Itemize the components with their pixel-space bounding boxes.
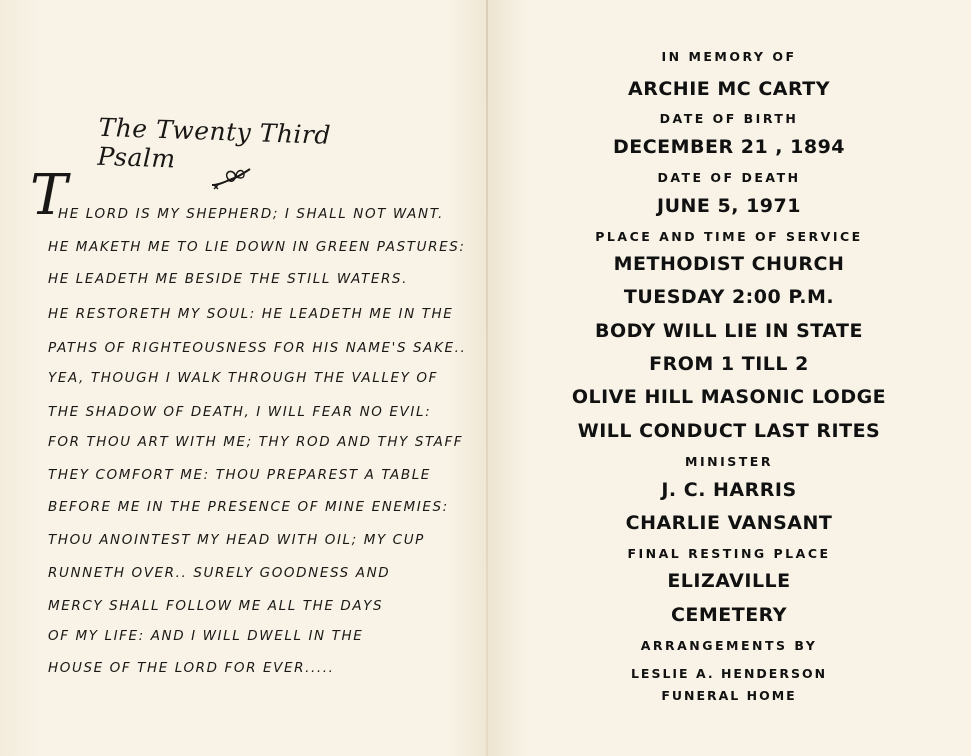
deceased-name: ARCHIE MC CARTY: [628, 78, 830, 100]
service-time: TUESDAY 2:00 P.M.: [623, 286, 835, 308]
psalm-title: The Twenty Third Psalm: [97, 112, 332, 174]
resting-place: ELIZAVILLE: [667, 570, 791, 592]
psalm-line: THE SHADOW OF DEATH, I WILL FEAR NO EVIL:: [48, 404, 432, 420]
date-of-birth: DECEMBER 21 , 1894: [612, 136, 846, 158]
last-rites: WILL CONDUCT LAST RITES: [577, 420, 881, 442]
psalm-line: HE LORD IS MY SHEPHERD; I SHALL NOT WANT.: [58, 206, 444, 222]
date-of-death: JUNE 5, 1971: [657, 195, 801, 217]
funeral-home: FUNERAL HOME: [661, 688, 797, 703]
psalm-line: HE LEADETH ME BESIDE THE STILL WATERS.: [48, 271, 408, 287]
psalm-line: HE RESTORETH MY SOUL: HE LEADETH ME IN THE: [48, 306, 454, 322]
resting-place-label: FINAL RESTING PLACE: [627, 546, 831, 561]
minister-name: J. C. HARRIS: [661, 479, 797, 501]
psalm-drop-cap: T: [30, 163, 68, 228]
psalm-line: PATHS OF RIGHTEOUSNESS FOR HIS NAME'S SAKE..: [48, 340, 467, 356]
psalm-line: THEY COMFORT ME: THOU PREPAREST A TABLE: [48, 467, 431, 483]
arrangements-label: ARRANGEMENTS BY: [640, 638, 818, 653]
psalm-line: BEFORE ME IN THE PRESENCE OF MINE ENEMIES:: [48, 499, 449, 515]
date-of-death-label: DATE OF DEATH: [657, 170, 801, 185]
service-label: PLACE AND TIME OF SERVICE: [595, 229, 863, 244]
psalm-line: RUNNETH OVER.. SURELY GOODNESS AND: [48, 565, 391, 581]
psalm-line: THOU ANOINTEST MY HEAD WITH OIL; MY CUP: [48, 532, 425, 548]
psalm-line: OF MY LIFE: AND I WILL DWELL IN THE: [48, 628, 364, 644]
date-of-birth-label: DATE OF BIRTH: [659, 111, 799, 126]
psalm-line: FOR THOU ART WITH ME; THY ROD AND THY STAFF: [48, 434, 464, 450]
lie-in-state-time: FROM 1 TILL 2: [649, 353, 809, 375]
psalm-line: HOUSE OF THE LORD FOR EVER.....: [48, 660, 335, 676]
flourish-ornament-icon: [208, 163, 256, 193]
psalm-line: YEA, THOUGH I WALK THROUGH THE VALLEY OF: [48, 370, 438, 386]
resting-place: CEMETERY: [670, 604, 788, 626]
psalm-line: HE MAKETH ME TO LIE DOWN IN GREEN PASTURES:: [48, 239, 466, 255]
lie-in-state: BODY WILL LIE IN STATE: [595, 320, 863, 342]
psalm-line: MERCY SHALL FOLLOW ME ALL THE DAYS: [48, 598, 384, 614]
minister-label: MINISTER: [685, 454, 773, 469]
funeral-home: LESLIE A. HENDERSON: [630, 666, 828, 681]
service-place: METHODIST CHURCH: [613, 253, 845, 275]
minister-name: CHARLIE VANSANT: [625, 512, 833, 534]
in-memory-of-label: IN MEMORY OF: [661, 49, 797, 64]
masonic-lodge: OLIVE HILL MASONIC LODGE: [571, 386, 887, 408]
